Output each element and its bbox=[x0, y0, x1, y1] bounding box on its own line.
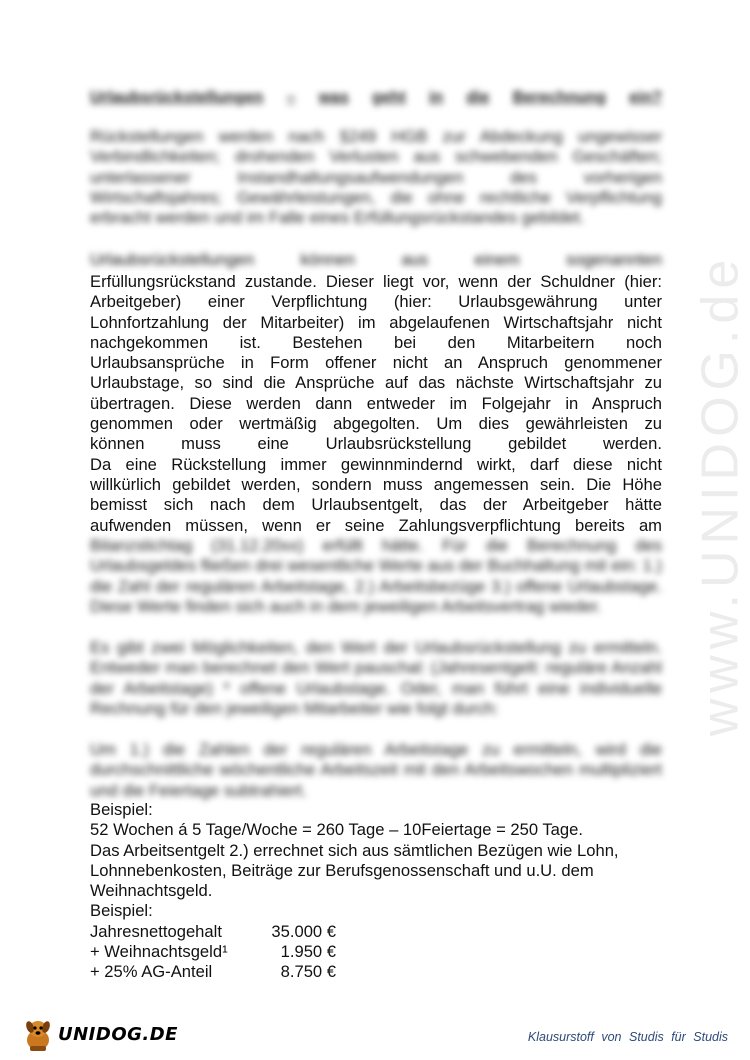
text-line: Weihnachtsgeld. bbox=[90, 881, 213, 901]
text-line: übertragen. Diese werden dann entweder im Folgejahr in Anspruch bbox=[90, 393, 662, 413]
visible-paragraph bbox=[90, 272, 662, 536]
calc-row: + Weihnachtsgeld¹ 1.950 € bbox=[90, 942, 336, 962]
text-line: Urlaubstage, so sind die Ansprüche auf das nächste Wirtschaftsjahr zu bbox=[90, 373, 662, 393]
blurred-paragraph: Rückstellungen werden nach §249 HGB zur Abdeckung ungewisser Verbindlichkeiten; drohenden Verlusten aus schwebenden Geschäften; unterlassener Instandhaltungsaufwendungen des vorherigen Wirtschaftsjahres; Gewährleistungen, die ohne rechtliche Verpflichtung erbracht werden und im Falle eines Erfüllungsrückstandes gebildet. bbox=[90, 127, 662, 228]
calc-row: + 25% AG-Anteil 8.750 € bbox=[90, 962, 336, 982]
text-line: Lohnfortzahlung der Mitarbeiter) im abgelaufenen Wirtschaftsjahr nicht bbox=[90, 312, 662, 332]
text-line: 52 Wochen á 5 Tage/Woche = 260 Tage – 10Feiertage = 250 Tage. bbox=[90, 820, 583, 840]
text-line: können muss eine Urlaubsrückstellung gebildet werden. bbox=[90, 434, 662, 454]
text-line: bemisst sich nach dem Urlaubsentgelt, das der Arbeitgeber hätte bbox=[90, 495, 662, 515]
calc-row: Jahresnettogehalt 35.000 € bbox=[90, 921, 336, 941]
text-line: Erfüllungsrückstand zustande. Dieser liegt vor, wenn der Schuldner (hier: bbox=[90, 272, 662, 291]
text-line: Lohnnebenkosten, Beiträge zur Berufsgenossenschaft und u.U. dem bbox=[90, 860, 594, 880]
text-line: nachgekommen ist. Bestehen bei den Mitarbeitern noch bbox=[90, 332, 662, 352]
blurred-paragraph: Bilanzstichtag (31.12.20xx) erfüllt hätte. Für die Berechnung des Urlaubsgeldes fließen drei wesentliche Werte aus der Buchhaltung mit ein: 1.) die Zahl der regulären Arbeitstage, 2.) Arbeitsbezüge 3.) offene Urlaubstage. Diese Werte finden sich auch in dem jeweiligen Arbeitsvertrag wieder. bbox=[90, 536, 662, 616]
text-line: Beispiel: bbox=[90, 800, 153, 819]
blurred-paragraph: Um 1.) die Zahlen der regulären Arbeitstage zu ermitteln, wird die durchschnittliche wöchentliche Arbeitszeit mit den Arbeitswochen multipliziert und die Feiertage subtrahiert. bbox=[90, 740, 662, 800]
blurred-intro-line: Urlaubsrückstellungen können aus einem sogenannten bbox=[90, 250, 662, 269]
text-line: Urlaubsansprüche in Form offener nicht an Anspruch genommener bbox=[90, 353, 662, 373]
text-line: Das Arbeitsentgelt 2.) errechnet sich aus sämtlichen Bezügen wie Lohn, bbox=[90, 840, 619, 860]
text-line: Da eine Rückstellung immer gewinnmindernd wirkt, darf diese nicht bbox=[90, 454, 662, 474]
unidog-logo: UNIDOG.DE bbox=[22, 1014, 178, 1054]
text-line: Beispiel: bbox=[90, 901, 153, 921]
document-title: Urlaubsrückstellungen – was geht in die Berechnung ein? bbox=[90, 89, 662, 106]
text-line: willkürlich gebildet werden, sondern muss angemessen sein. Die Höhe bbox=[90, 474, 662, 494]
dog-mascot-icon bbox=[22, 1016, 54, 1052]
text-line: Arbeitgeber) einer Verpflichtung (hier: Urlaubsgewährung unter bbox=[90, 292, 662, 312]
text-line: aufwenden müssen, wenn er seine Zahlungsverpflichtung bereits am bbox=[90, 515, 662, 535]
text-line: genommen oder wertmäßig abgegolten. Um dies gewährleisten zu bbox=[90, 414, 662, 434]
example-section bbox=[90, 800, 690, 983]
blurred-paragraph: Es gibt zwei Möglichkeiten, den Wert der Urlaubsrückstellung zu ermitteln. Entweder man berechnet den Wert pauschal: (Jahresentgelt: reguläre Anzahl der Arbeitstage) * offene Urlaubstage. Oder, man führt eine individuelle Rechnung für den jeweiligen Mitarbeiter wie folgt durch: bbox=[90, 638, 662, 718]
footer-tagline: Klausurstoff von Studis für Studis bbox=[527, 1030, 728, 1044]
watermark: www.UNIDOG.de bbox=[691, 253, 749, 737]
